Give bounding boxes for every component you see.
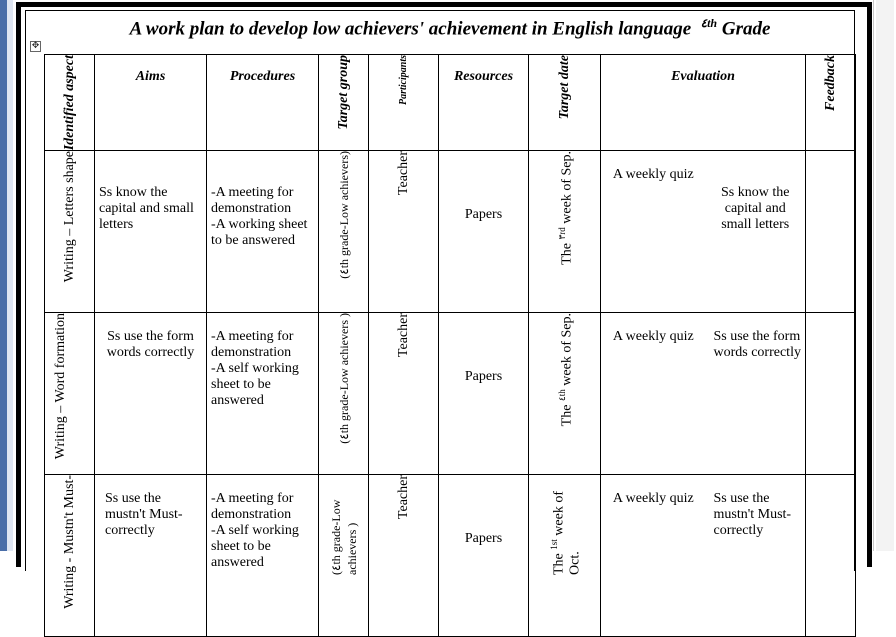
date-cell: The $^{1st}$ week of Oct. xyxy=(529,475,601,637)
feedback-cell[interactable] xyxy=(806,151,856,313)
resources-cell: Papers xyxy=(439,475,529,637)
table-move-handle-icon[interactable]: ✥ xyxy=(31,41,40,51)
group-cell: (٤th grade-Low achievers ) xyxy=(319,313,369,475)
title-text: A work plan to develop low achievers' achievement in English language xyxy=(129,18,692,40)
date-cell: The $^{٤th}$ week of Sep. xyxy=(529,313,601,475)
date-cell: The $^{٣rd}$ week of Sep. xyxy=(529,151,601,313)
header-resources: Resources xyxy=(439,55,529,151)
eval-method-cell: A weekly quiz xyxy=(601,151,706,313)
aspect-cell: Writing – Word formation xyxy=(45,313,95,475)
eval-method-cell: A weekly quiz xyxy=(601,475,706,637)
group-cell: (٤th grade-Low achievers) xyxy=(319,151,369,313)
header-feedback: Feedback xyxy=(806,55,856,151)
participants-cell: Teacher xyxy=(369,475,439,637)
eval-result-cell: Ss use the form words correctly xyxy=(706,313,806,475)
header-aims: Aims xyxy=(95,55,207,151)
header-row xyxy=(45,55,856,151)
eval-result-cell: Ss know the capital and small letters xyxy=(706,151,806,313)
procedures-cell: -A meeting for demonstration -A self working sheet to be answered xyxy=(207,313,319,475)
feedback-cell[interactable] xyxy=(806,313,856,475)
table-row xyxy=(45,151,856,313)
resources-cell: Papers xyxy=(439,151,529,313)
aims-cell: Ss know the capital and small letters xyxy=(95,151,207,313)
header-target-group: Target group xyxy=(319,55,369,151)
resources-cell: Papers xyxy=(439,313,529,475)
app-left-strip xyxy=(0,0,7,551)
title-grade-sup: ٤th xyxy=(700,16,718,30)
header-aspect: Identified aspect xyxy=(45,55,95,151)
feedback-cell[interactable] xyxy=(806,475,856,637)
aims-cell: Ss use the mustn't Must- correctly xyxy=(95,475,207,637)
eval-result-cell: Ss use the mustn't Must- correctly xyxy=(706,475,806,637)
table-row xyxy=(45,313,856,475)
aspect-cell: Writing – Letters shape xyxy=(45,151,95,313)
participants-cell: Teacher xyxy=(369,313,439,475)
header-target-date: Target date xyxy=(529,55,601,151)
header-participants: Participants xyxy=(369,55,439,151)
app-left-margin xyxy=(7,0,13,551)
procedures-cell: -A meeting for demonstration -A self working sheet to be answered xyxy=(207,475,319,637)
aims-cell: Ss use the form words correctly xyxy=(95,313,207,475)
page-title xyxy=(40,16,860,40)
app-right-strip xyxy=(873,0,896,551)
participants-cell: Teacher xyxy=(369,151,439,313)
title-grade-word: Grade xyxy=(721,18,771,40)
group-cell: (٤th grade-Low achievers ) xyxy=(319,475,369,637)
eval-method-cell: A weekly quiz xyxy=(601,313,706,475)
aspect-cell: Writing - Mustn't Must- xyxy=(45,475,95,637)
work-plan-table xyxy=(44,54,856,637)
header-procedures: Procedures xyxy=(207,55,319,151)
procedures-cell: -A meeting for demonstration -A working sheet to be answered xyxy=(207,151,319,313)
table-row xyxy=(45,475,856,637)
header-evaluation: Evaluation xyxy=(601,55,806,151)
